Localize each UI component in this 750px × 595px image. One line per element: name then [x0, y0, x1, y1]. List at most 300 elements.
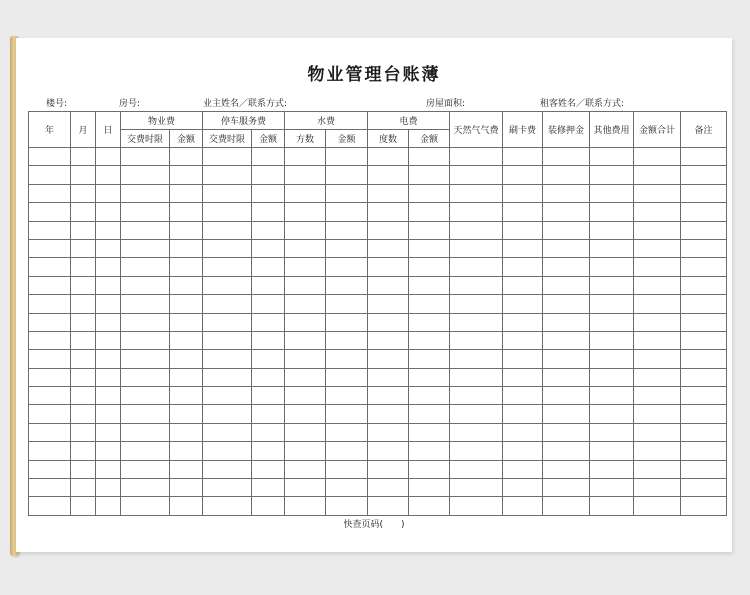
table-cell[interactable] — [590, 221, 634, 239]
table-cell[interactable] — [368, 166, 409, 184]
table-cell[interactable] — [634, 258, 681, 276]
table-cell[interactable] — [450, 184, 503, 202]
table-cell[interactable] — [409, 258, 450, 276]
table-cell[interactable] — [368, 460, 409, 478]
table-cell[interactable] — [252, 221, 285, 239]
table-cell[interactable] — [503, 313, 543, 331]
table-cell[interactable] — [203, 405, 252, 423]
table-cell[interactable] — [252, 295, 285, 313]
table-cell[interactable] — [590, 387, 634, 405]
table-cell[interactable] — [203, 423, 252, 441]
table-cell[interactable] — [96, 479, 121, 497]
table-cell[interactable] — [96, 405, 121, 423]
table-cell[interactable] — [71, 387, 96, 405]
table-cell[interactable] — [96, 423, 121, 441]
table-cell[interactable] — [96, 295, 121, 313]
table-cell[interactable] — [170, 258, 203, 276]
table-cell[interactable] — [326, 368, 368, 386]
table-cell[interactable] — [503, 405, 543, 423]
table-cell[interactable] — [450, 313, 503, 331]
table-cell[interactable] — [368, 368, 409, 386]
table-cell[interactable] — [285, 387, 326, 405]
table-cell[interactable] — [71, 460, 96, 478]
table-cell[interactable] — [681, 221, 727, 239]
table-cell[interactable] — [71, 148, 96, 166]
table-cell[interactable] — [409, 460, 450, 478]
table-cell[interactable] — [409, 239, 450, 257]
table-cell[interactable] — [71, 368, 96, 386]
table-cell[interactable] — [96, 166, 121, 184]
table-cell[interactable] — [121, 497, 170, 515]
table-cell[interactable] — [450, 221, 503, 239]
table-cell[interactable] — [252, 331, 285, 349]
table-cell[interactable] — [450, 479, 503, 497]
table-cell[interactable] — [170, 442, 203, 460]
table-cell[interactable] — [71, 239, 96, 257]
table-cell[interactable] — [203, 497, 252, 515]
table-cell[interactable] — [634, 331, 681, 349]
table-cell[interactable] — [121, 368, 170, 386]
table-cell[interactable] — [326, 239, 368, 257]
table-cell[interactable] — [29, 497, 71, 515]
table-cell[interactable] — [203, 368, 252, 386]
table-cell[interactable] — [681, 460, 727, 478]
table-cell[interactable] — [71, 166, 96, 184]
table-cell[interactable] — [634, 184, 681, 202]
table-cell[interactable] — [252, 405, 285, 423]
table-cell[interactable] — [681, 497, 727, 515]
table-cell[interactable] — [681, 313, 727, 331]
table-cell[interactable] — [634, 350, 681, 368]
table-cell[interactable] — [368, 497, 409, 515]
table-cell[interactable] — [96, 350, 121, 368]
table-cell[interactable] — [170, 148, 203, 166]
table-cell[interactable] — [409, 368, 450, 386]
table-cell[interactable] — [326, 423, 368, 441]
table-cell[interactable] — [590, 423, 634, 441]
table-cell[interactable] — [285, 368, 326, 386]
table-cell[interactable] — [681, 405, 727, 423]
table-cell[interactable] — [681, 148, 727, 166]
table-cell[interactable] — [170, 203, 203, 221]
table-cell[interactable] — [252, 148, 285, 166]
table-cell[interactable] — [503, 460, 543, 478]
table-cell[interactable] — [368, 350, 409, 368]
table-cell[interactable] — [543, 148, 590, 166]
table-cell[interactable] — [285, 497, 326, 515]
table-cell[interactable] — [543, 258, 590, 276]
table-cell[interactable] — [121, 239, 170, 257]
table-cell[interactable] — [203, 442, 252, 460]
table-cell[interactable] — [203, 166, 252, 184]
table-cell[interactable] — [71, 295, 96, 313]
table-cell[interactable] — [285, 239, 326, 257]
table-cell[interactable] — [543, 184, 590, 202]
table-cell[interactable] — [543, 368, 590, 386]
table-cell[interactable] — [203, 295, 252, 313]
table-cell[interactable] — [590, 148, 634, 166]
table-cell[interactable] — [71, 497, 96, 515]
table-cell[interactable] — [252, 387, 285, 405]
table-cell[interactable] — [285, 405, 326, 423]
table-cell[interactable] — [409, 276, 450, 294]
table-cell[interactable] — [590, 239, 634, 257]
table-cell[interactable] — [29, 166, 71, 184]
table-cell[interactable] — [409, 295, 450, 313]
table-cell[interactable] — [203, 239, 252, 257]
table-cell[interactable] — [543, 460, 590, 478]
table-cell[interactable] — [252, 442, 285, 460]
table-cell[interactable] — [121, 184, 170, 202]
table-cell[interactable] — [170, 239, 203, 257]
table-cell[interactable] — [543, 442, 590, 460]
table-cell[interactable] — [681, 203, 727, 221]
table-cell[interactable] — [252, 166, 285, 184]
table-cell[interactable] — [368, 442, 409, 460]
table-cell[interactable] — [543, 313, 590, 331]
table-cell[interactable] — [590, 405, 634, 423]
table-cell[interactable] — [368, 184, 409, 202]
table-cell[interactable] — [543, 423, 590, 441]
table-cell[interactable] — [326, 331, 368, 349]
table-cell[interactable] — [96, 184, 121, 202]
table-cell[interactable] — [543, 221, 590, 239]
table-cell[interactable] — [368, 423, 409, 441]
table-cell[interactable] — [71, 350, 96, 368]
table-cell[interactable] — [590, 497, 634, 515]
table-cell[interactable] — [96, 203, 121, 221]
table-cell[interactable] — [450, 295, 503, 313]
table-cell[interactable] — [450, 258, 503, 276]
table-cell[interactable] — [121, 387, 170, 405]
table-cell[interactable] — [96, 442, 121, 460]
table-cell[interactable] — [203, 148, 252, 166]
table-cell[interactable] — [543, 405, 590, 423]
table-cell[interactable] — [634, 405, 681, 423]
table-cell[interactable] — [368, 276, 409, 294]
table-cell[interactable] — [29, 479, 71, 497]
table-cell[interactable] — [634, 276, 681, 294]
table-cell[interactable] — [368, 295, 409, 313]
table-cell[interactable] — [543, 203, 590, 221]
table-cell[interactable] — [203, 387, 252, 405]
table-cell[interactable] — [590, 479, 634, 497]
table-cell[interactable] — [503, 442, 543, 460]
table-cell[interactable] — [634, 479, 681, 497]
table-cell[interactable] — [96, 148, 121, 166]
table-cell[interactable] — [543, 479, 590, 497]
table-cell[interactable] — [634, 203, 681, 221]
table-cell[interactable] — [634, 423, 681, 441]
table-cell[interactable] — [71, 258, 96, 276]
table-cell[interactable] — [121, 295, 170, 313]
table-cell[interactable] — [681, 331, 727, 349]
table-cell[interactable] — [543, 166, 590, 184]
table-cell[interactable] — [71, 479, 96, 497]
table-cell[interactable] — [170, 387, 203, 405]
table-cell[interactable] — [285, 423, 326, 441]
table-cell[interactable] — [634, 460, 681, 478]
table-cell[interactable] — [543, 350, 590, 368]
table-cell[interactable] — [634, 442, 681, 460]
table-cell[interactable] — [543, 276, 590, 294]
table-cell[interactable] — [590, 313, 634, 331]
table-cell[interactable] — [71, 184, 96, 202]
table-cell[interactable] — [29, 184, 71, 202]
table-cell[interactable] — [450, 350, 503, 368]
table-cell[interactable] — [326, 313, 368, 331]
table-cell[interactable] — [543, 387, 590, 405]
table-cell[interactable] — [121, 203, 170, 221]
table-cell[interactable] — [170, 331, 203, 349]
table-cell[interactable] — [96, 368, 121, 386]
table-cell[interactable] — [203, 479, 252, 497]
table-cell[interactable] — [121, 460, 170, 478]
table-cell[interactable] — [96, 313, 121, 331]
table-cell[interactable] — [681, 368, 727, 386]
table-cell[interactable] — [29, 276, 71, 294]
table-cell[interactable] — [450, 405, 503, 423]
table-cell[interactable] — [409, 203, 450, 221]
table-cell[interactable] — [326, 276, 368, 294]
table-cell[interactable] — [121, 442, 170, 460]
table-cell[interactable] — [29, 203, 71, 221]
table-cell[interactable] — [71, 331, 96, 349]
table-cell[interactable] — [681, 442, 727, 460]
table-cell[interactable] — [368, 331, 409, 349]
table-cell[interactable] — [29, 221, 71, 239]
table-cell[interactable] — [170, 405, 203, 423]
table-cell[interactable] — [96, 258, 121, 276]
table-cell[interactable] — [285, 460, 326, 478]
table-cell[interactable] — [681, 423, 727, 441]
table-cell[interactable] — [326, 442, 368, 460]
table-cell[interactable] — [450, 148, 503, 166]
table-cell[interactable] — [203, 221, 252, 239]
table-cell[interactable] — [590, 442, 634, 460]
table-cell[interactable] — [634, 221, 681, 239]
table-cell[interactable] — [326, 148, 368, 166]
table-cell[interactable] — [503, 203, 543, 221]
table-cell[interactable] — [96, 460, 121, 478]
table-cell[interactable] — [203, 203, 252, 221]
table-cell[interactable] — [71, 405, 96, 423]
table-cell[interactable] — [368, 239, 409, 257]
table-cell[interactable] — [450, 331, 503, 349]
table-cell[interactable] — [503, 221, 543, 239]
table-cell[interactable] — [409, 423, 450, 441]
table-cell[interactable] — [368, 479, 409, 497]
table-cell[interactable] — [326, 221, 368, 239]
table-cell[interactable] — [285, 148, 326, 166]
table-cell[interactable] — [450, 387, 503, 405]
table-cell[interactable] — [590, 331, 634, 349]
table-cell[interactable] — [543, 497, 590, 515]
table-cell[interactable] — [96, 331, 121, 349]
table-cell[interactable] — [203, 184, 252, 202]
table-cell[interactable] — [409, 148, 450, 166]
table-cell[interactable] — [29, 368, 71, 386]
table-cell[interactable] — [203, 331, 252, 349]
table-cell[interactable] — [252, 258, 285, 276]
table-cell[interactable] — [503, 497, 543, 515]
table-cell[interactable] — [326, 387, 368, 405]
table-cell[interactable] — [681, 387, 727, 405]
table-cell[interactable] — [121, 331, 170, 349]
table-cell[interactable] — [252, 203, 285, 221]
table-cell[interactable] — [285, 313, 326, 331]
table-cell[interactable] — [121, 479, 170, 497]
table-cell[interactable] — [409, 221, 450, 239]
table-cell[interactable] — [503, 295, 543, 313]
table-cell[interactable] — [170, 423, 203, 441]
table-cell[interactable] — [71, 203, 96, 221]
table-cell[interactable] — [450, 203, 503, 221]
table-cell[interactable] — [326, 405, 368, 423]
table-cell[interactable] — [634, 387, 681, 405]
table-cell[interactable] — [71, 276, 96, 294]
table-cell[interactable] — [170, 295, 203, 313]
table-cell[interactable] — [681, 295, 727, 313]
table-cell[interactable] — [121, 313, 170, 331]
table-cell[interactable] — [409, 184, 450, 202]
table-cell[interactable] — [252, 350, 285, 368]
table-cell[interactable] — [285, 276, 326, 294]
table-cell[interactable] — [29, 442, 71, 460]
table-cell[interactable] — [409, 405, 450, 423]
table-cell[interactable] — [170, 350, 203, 368]
table-cell[interactable] — [121, 405, 170, 423]
table-cell[interactable] — [681, 276, 727, 294]
table-cell[interactable] — [634, 148, 681, 166]
table-cell[interactable] — [29, 350, 71, 368]
table-cell[interactable] — [590, 460, 634, 478]
table-cell[interactable] — [450, 442, 503, 460]
table-cell[interactable] — [29, 313, 71, 331]
table-cell[interactable] — [590, 368, 634, 386]
table-cell[interactable] — [590, 276, 634, 294]
table-cell[interactable] — [121, 221, 170, 239]
table-cell[interactable] — [252, 460, 285, 478]
table-cell[interactable] — [409, 479, 450, 497]
table-cell[interactable] — [203, 313, 252, 331]
table-cell[interactable] — [634, 239, 681, 257]
table-cell[interactable] — [29, 239, 71, 257]
table-cell[interactable] — [121, 350, 170, 368]
table-cell[interactable] — [29, 258, 71, 276]
table-cell[interactable] — [170, 276, 203, 294]
table-cell[interactable] — [29, 331, 71, 349]
table-cell[interactable] — [543, 295, 590, 313]
table-cell[interactable] — [326, 166, 368, 184]
table-cell[interactable] — [252, 423, 285, 441]
table-cell[interactable] — [368, 221, 409, 239]
table-cell[interactable] — [71, 221, 96, 239]
table-cell[interactable] — [170, 368, 203, 386]
table-cell[interactable] — [326, 258, 368, 276]
table-cell[interactable] — [543, 331, 590, 349]
table-cell[interactable] — [503, 331, 543, 349]
table-cell[interactable] — [96, 497, 121, 515]
table-cell[interactable] — [170, 221, 203, 239]
table-cell[interactable] — [326, 497, 368, 515]
table-cell[interactable] — [285, 166, 326, 184]
table-cell[interactable] — [285, 295, 326, 313]
table-cell[interactable] — [29, 423, 71, 441]
table-cell[interactable] — [409, 497, 450, 515]
table-cell[interactable] — [96, 221, 121, 239]
table-cell[interactable] — [503, 166, 543, 184]
table-cell[interactable] — [409, 350, 450, 368]
table-cell[interactable] — [368, 387, 409, 405]
table-cell[interactable] — [203, 350, 252, 368]
table-cell[interactable] — [29, 460, 71, 478]
table-cell[interactable] — [285, 331, 326, 349]
table-cell[interactable] — [252, 497, 285, 515]
table-cell[interactable] — [71, 313, 96, 331]
table-cell[interactable] — [29, 405, 71, 423]
table-cell[interactable] — [503, 148, 543, 166]
table-cell[interactable] — [29, 387, 71, 405]
table-cell[interactable] — [634, 497, 681, 515]
table-cell[interactable] — [409, 166, 450, 184]
table-cell[interactable] — [681, 350, 727, 368]
table-cell[interactable] — [503, 368, 543, 386]
table-cell[interactable] — [503, 387, 543, 405]
table-cell[interactable] — [681, 479, 727, 497]
table-cell[interactable] — [590, 203, 634, 221]
table-cell[interactable] — [681, 166, 727, 184]
table-cell[interactable] — [121, 148, 170, 166]
table-cell[interactable] — [450, 423, 503, 441]
table-cell[interactable] — [681, 184, 727, 202]
table-cell[interactable] — [590, 258, 634, 276]
table-cell[interactable] — [503, 258, 543, 276]
table-cell[interactable] — [590, 295, 634, 313]
table-cell[interactable] — [252, 313, 285, 331]
table-cell[interactable] — [503, 276, 543, 294]
table-cell[interactable] — [409, 331, 450, 349]
table-cell[interactable] — [71, 423, 96, 441]
table-cell[interactable] — [543, 239, 590, 257]
table-cell[interactable] — [285, 479, 326, 497]
table-cell[interactable] — [29, 148, 71, 166]
table-cell[interactable] — [252, 479, 285, 497]
table-cell[interactable] — [368, 148, 409, 166]
table-cell[interactable] — [503, 350, 543, 368]
table-cell[interactable] — [409, 442, 450, 460]
table-cell[interactable] — [285, 350, 326, 368]
table-cell[interactable] — [252, 184, 285, 202]
table-cell[interactable] — [170, 166, 203, 184]
table-cell[interactable] — [450, 166, 503, 184]
table-cell[interactable] — [170, 313, 203, 331]
table-cell[interactable] — [368, 313, 409, 331]
table-cell[interactable] — [170, 479, 203, 497]
table-cell[interactable] — [590, 350, 634, 368]
table-cell[interactable] — [326, 295, 368, 313]
table-cell[interactable] — [368, 258, 409, 276]
table-cell[interactable] — [450, 460, 503, 478]
table-cell[interactable] — [409, 387, 450, 405]
table-cell[interactable] — [121, 276, 170, 294]
table-cell[interactable] — [121, 166, 170, 184]
table-cell[interactable] — [590, 166, 634, 184]
table-cell[interactable] — [450, 497, 503, 515]
table-cell[interactable] — [326, 184, 368, 202]
table-cell[interactable] — [681, 258, 727, 276]
table-cell[interactable] — [326, 350, 368, 368]
